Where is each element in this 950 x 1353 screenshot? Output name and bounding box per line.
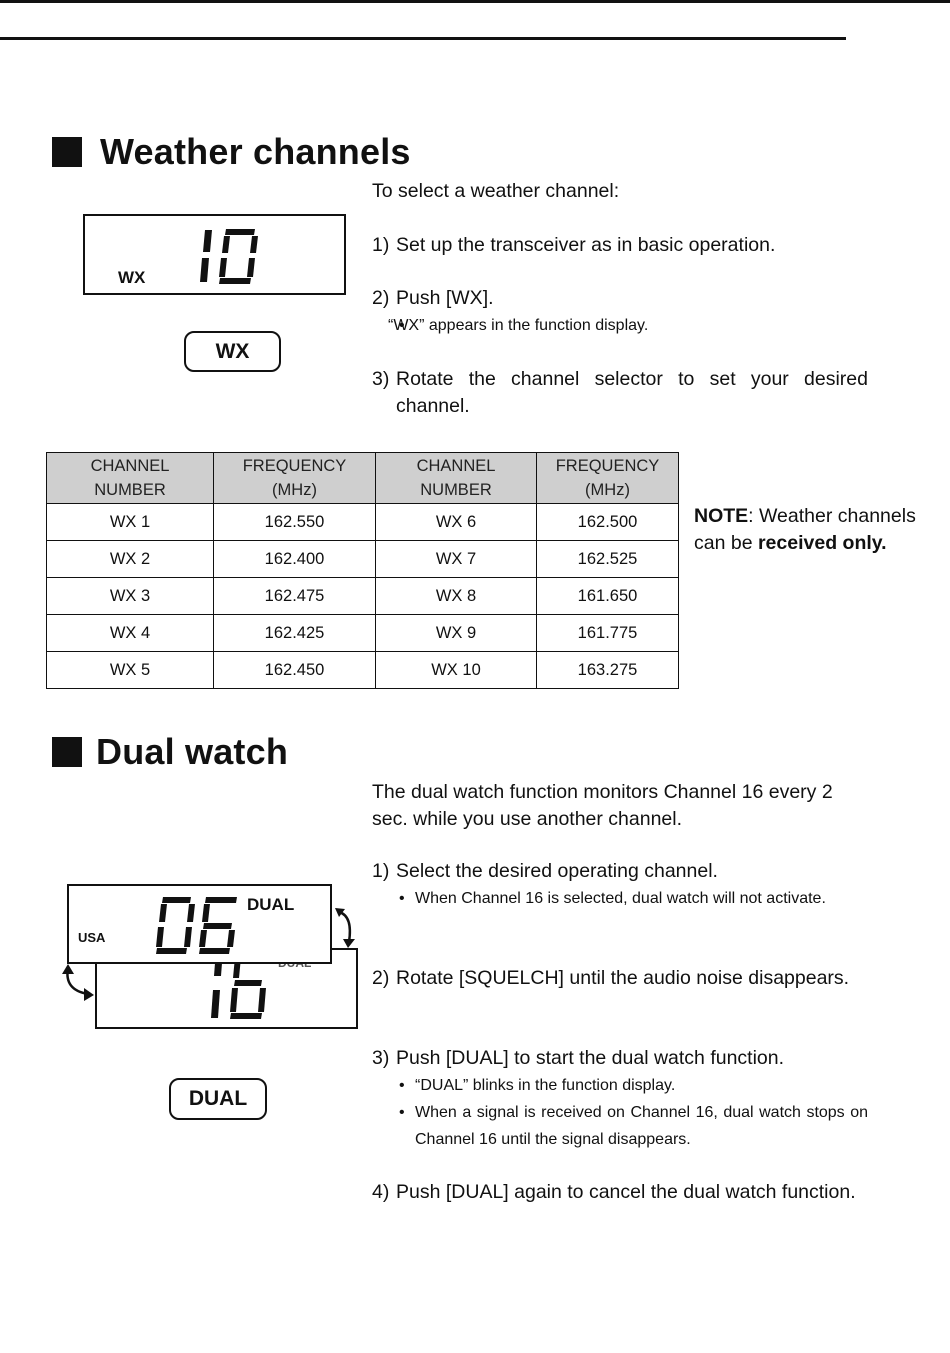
table-cell: WX 4 <box>47 615 214 652</box>
table-cell: 161.650 <box>537 578 679 615</box>
table-cell: 162.500 <box>537 504 679 541</box>
table-row <box>47 615 679 652</box>
dual-lcd-dual-label: DUAL <box>247 895 295 914</box>
dual-button[interactable]: DUAL <box>169 1078 267 1120</box>
table-header-frequency: FREQUENCY (MHz) <box>214 453 376 504</box>
table-cell: 162.475 <box>214 578 376 615</box>
weather-note: NOTE: Weather channels can be received only. <box>694 505 916 554</box>
dual-intro: The dual watch function monitors Channel 16 every 2 sec. while you use another channel. <box>372 781 833 830</box>
table-cell: 162.450 <box>214 652 376 689</box>
dual-lcd-front-display <box>67 884 332 964</box>
table-header-channel: CHANNEL NUMBER <box>376 453 537 504</box>
dual-step-4: 4) Push [DUAL] again to cancel the dual watch function. <box>372 1181 856 1203</box>
dual-section-heading <box>52 731 288 773</box>
table-cell: WX 8 <box>376 578 537 615</box>
note-label: NOTE <box>694 505 749 527</box>
dual-step-1: 1) Select the desired operating channel. • When Channel 16 is selected, dual watch will not activate. <box>372 858 868 912</box>
dual-title: Dual watch <box>96 731 289 772</box>
dual-lcd-front-digits <box>149 894 249 958</box>
dual-step-3: 3) Push [DUAL] to start the dual watch function. • “DUAL” blinks in the function display. • When a signal is received on Channel 16, dual watch stops on Channel 16 until the signal disappears. <box>372 1045 868 1153</box>
swap-arrow-left-icon <box>60 964 96 1002</box>
dual-step-2: 2) Rotate [SQUELCH] until the audio noise disappears. <box>372 967 850 989</box>
table-cell: WX 2 <box>47 541 214 578</box>
section-square-icon <box>52 737 82 767</box>
table-cell: 161.775 <box>537 615 679 652</box>
dual-lcd-usa: USA <box>78 930 106 945</box>
dual-step-3-bullet-1: • “DUAL” blinks in the function display. <box>415 1077 676 1094</box>
dual-step-1-bullet: • When Channel 16 is selected, dual watch will not activate. <box>415 890 826 907</box>
wx-lcd-digits <box>193 226 263 288</box>
table-cell: WX 6 <box>376 504 537 541</box>
table-row <box>47 578 679 615</box>
table-header-frequency: FREQUENCY (MHz) <box>537 453 679 504</box>
table-cell: WX 1 <box>47 504 214 541</box>
dual-step-3-bullet-2: • When a signal is received on Channel 16, dual watch stops on Channel 16 until the signal disappears. <box>415 1104 868 1148</box>
weather-title: Weather channels <box>100 131 411 172</box>
top-rule <box>0 0 950 3</box>
table-cell: WX 7 <box>376 541 537 578</box>
weather-step-1: 1) Set up the transceiver as in basic operation. <box>372 234 776 256</box>
wx-button[interactable]: WX <box>184 331 281 372</box>
weather-intro: To select a weather channel: <box>372 180 620 202</box>
table-cell: 163.275 <box>537 652 679 689</box>
wx-lcd-label: WX <box>118 268 146 287</box>
weather-section-heading <box>52 131 411 173</box>
weather-step-3: 3) Rotate the channel selector to set your desired channel. <box>372 368 868 417</box>
section-square-icon <box>52 137 82 167</box>
table-header-channel: CHANNEL NUMBER <box>47 453 214 504</box>
table-cell: 162.425 <box>214 615 376 652</box>
table-row <box>47 652 679 689</box>
wx-lcd-display <box>83 214 346 295</box>
swap-arrow-right-icon <box>333 906 363 950</box>
header-rule <box>0 37 846 40</box>
table-cell: 162.550 <box>214 504 376 541</box>
table-cell: WX 9 <box>376 615 537 652</box>
table-cell: WX 10 <box>376 652 537 689</box>
table-row <box>47 504 679 541</box>
table-row <box>47 541 679 578</box>
table-cell: 162.400 <box>214 541 376 578</box>
table-cell: 162.525 <box>537 541 679 578</box>
table-cell: WX 5 <box>47 652 214 689</box>
weather-step-2: 2) Push [WX]. • “WX” appears in the function display. <box>372 285 812 339</box>
table-cell: WX 3 <box>47 578 214 615</box>
weather-step-2-bullet: • “WX” appears in the function display. <box>388 317 649 334</box>
weather-channel-table <box>46 452 679 689</box>
